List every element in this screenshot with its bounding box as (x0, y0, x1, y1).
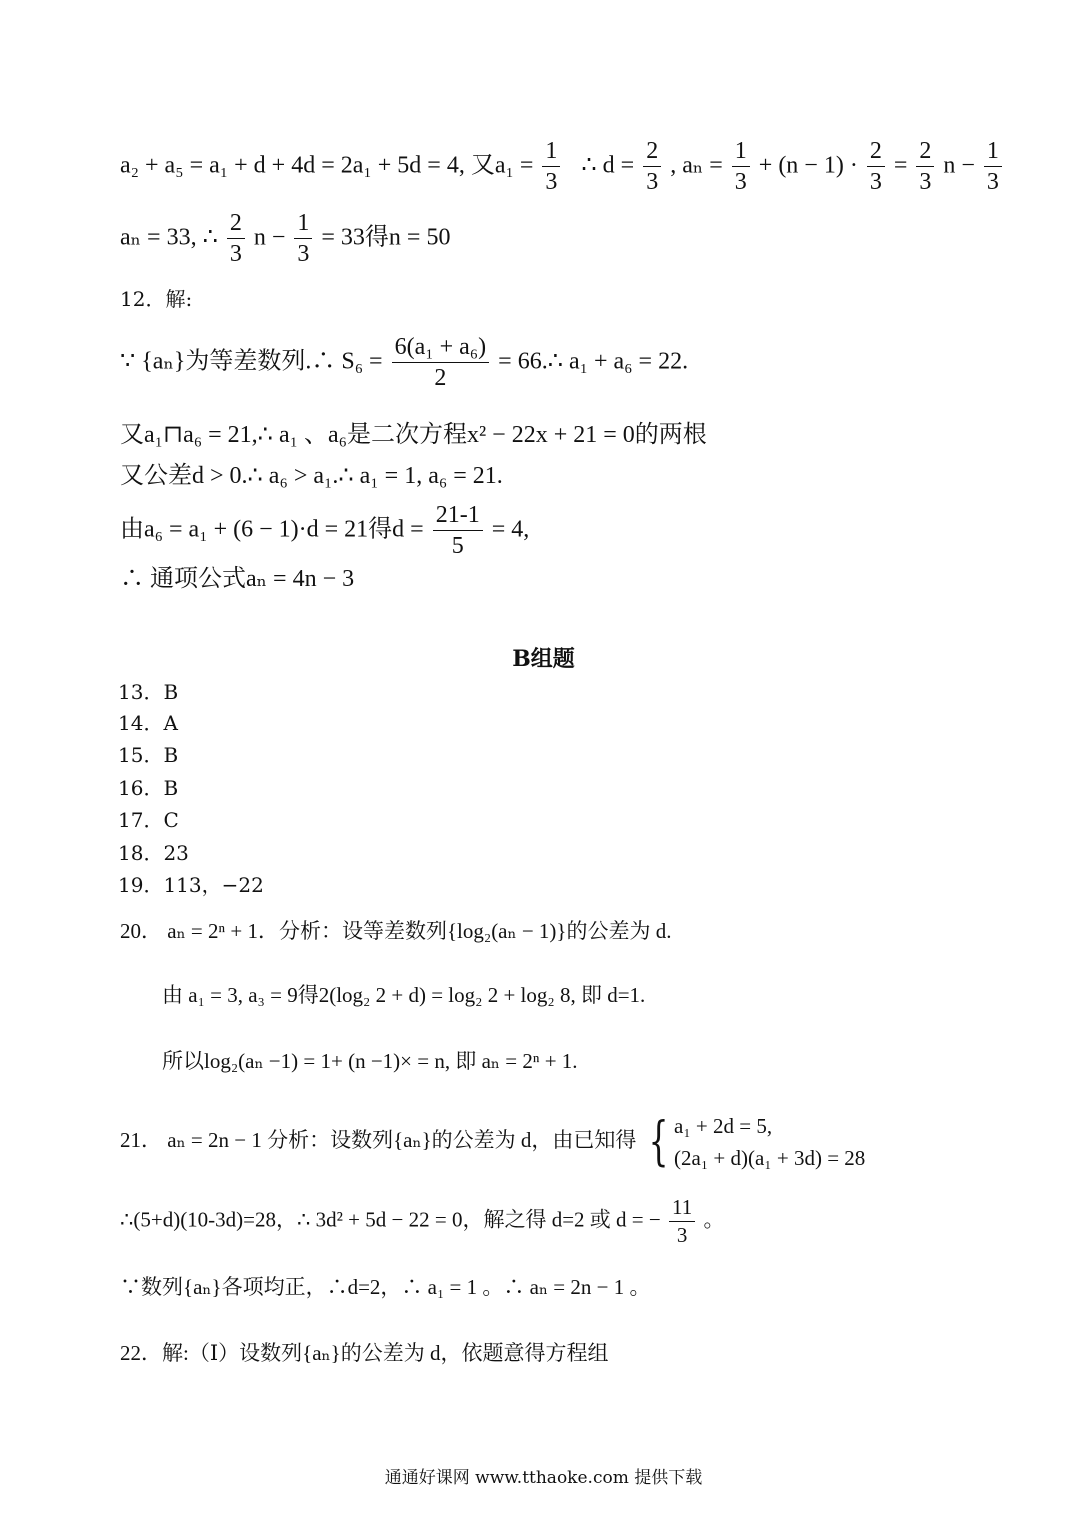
answer-number: 15． (118, 743, 164, 767)
eq-text: = (893, 152, 908, 179)
answer-value: B (163, 680, 179, 704)
eq-text: ∴ d = (581, 152, 635, 179)
denominator: 5 (451, 533, 464, 560)
numerator: 1 (984, 138, 1002, 167)
numerator: 6(a₁ + a₆) (392, 334, 490, 363)
footer-credit: 通通好课网 www.tthaoke.com 提供下载 (384, 1468, 703, 1488)
eq-text: 。 (703, 1207, 725, 1232)
eq-text: a₂ + a₅ = a₁ + d + 4d = 2a₁ + 5d = 4, 又a₁ = (120, 152, 534, 179)
numerator: 11 (669, 1196, 695, 1222)
fraction (294, 210, 312, 268)
answer-value: 23 (163, 841, 189, 865)
q21-line-3: ∵数列{aₙ}各项均正，∴d=2，∴ a₁ = 1 。∴ aₙ = 2n − 1 。 (120, 1275, 651, 1299)
denominator: 3 (986, 169, 999, 196)
numerator: 1 (294, 210, 312, 239)
q20-line-2: 由 a₁ = 3, a₃ = 9得2(log₂ 2 + d) = log₂ 2 + log₂ 8, 即 d=1. (162, 983, 646, 1007)
equation-system (674, 1110, 865, 1174)
denominator: 3 (545, 169, 558, 196)
question-12-label: 12．解: (120, 287, 193, 311)
fraction (227, 210, 245, 268)
answer-value: B (163, 743, 179, 767)
denominator: 3 (734, 169, 747, 196)
denominator: 2 (434, 365, 447, 392)
eq-text: aₙ = 33, ∴ (120, 224, 218, 251)
answer-item (118, 772, 178, 801)
fraction (916, 138, 934, 196)
system-equation-1: a₁ + 2d = 5, (674, 1114, 773, 1139)
equation-line-2 (120, 210, 450, 268)
denominator: 3 (869, 169, 882, 196)
q12-line-4 (120, 502, 529, 560)
denominator: 3 (919, 169, 932, 196)
numerator: 2 (916, 138, 934, 167)
answer-item (118, 707, 178, 736)
fraction (392, 334, 490, 392)
answer-item (118, 837, 189, 866)
answer-number: 17． (118, 808, 164, 832)
equation-line-1 (120, 138, 1005, 196)
answer-item (118, 804, 179, 833)
answer-number: 19． (118, 873, 164, 897)
eq-text: n − (253, 224, 286, 251)
eq-text: = 33得n = 50 (321, 224, 451, 251)
denominator: 3 (676, 1223, 688, 1248)
denominator: 3 (229, 241, 242, 268)
eq-text: = 66.∴ a₁ + a₆ = 22. (498, 348, 689, 375)
q20-line-3: 所以log₂(aₙ −1) = 1+ (n −1)× = n, 即 aₙ = 2ⁿ + 1. (162, 1049, 578, 1073)
answer-number: 18． (118, 841, 164, 865)
numerator: 1 (732, 138, 750, 167)
numerator: 21-1 (433, 502, 483, 531)
eq-text: + (n − 1) · (758, 152, 858, 179)
q22-line-1: 22．解:（Ⅰ）设数列{aₙ}的公差为 d，依题意得方程组 (120, 1341, 609, 1365)
system-equation-2: (2a₁ + d)(a₁ + 3d) = 28 (674, 1146, 866, 1171)
q21-line-2 (120, 1196, 724, 1247)
fraction (433, 502, 483, 560)
answer-item (118, 869, 264, 898)
q12-line-5: ∴ 通项公式aₙ = 4n − 3 (120, 566, 355, 592)
fraction (669, 1196, 695, 1247)
answer-value: A (163, 711, 178, 735)
q12-line-1 (120, 334, 688, 392)
denominator: 3 (297, 241, 310, 268)
eq-text: ∵ {aₙ}为等差数列.∴ S₆ = (120, 348, 383, 375)
fraction (542, 138, 560, 196)
section-title: B组题 (512, 646, 575, 672)
answer-value: C (163, 808, 179, 832)
numerator: 2 (643, 138, 661, 167)
eq-text: = 4, (491, 516, 530, 543)
answer-value: 113，−22 (163, 873, 264, 897)
q12-line-3: 又公差d > 0.∴ a₆ > a₁.∴ a₁ = 1, a₆ = 21. (120, 463, 503, 489)
q12-line-2: 又a₁⊓a₆ = 21,∴ a₁ 、a₆是二次方程x² − 22x + 21 = 0的两根 (120, 422, 707, 448)
answer-value: B (163, 776, 179, 800)
eq-text: n − (943, 152, 975, 179)
numerator: 2 (227, 210, 245, 239)
answer-number: 16． (118, 776, 164, 800)
q21-line-1 (120, 1108, 865, 1174)
denominator: 3 (646, 169, 659, 196)
answer-item (118, 739, 178, 768)
eq-text: ∴(5+d)(10-3d)=28，∴ 3d² + 5d − 22 = 0，解之得 d=2 或 d = − (120, 1207, 661, 1232)
answer-number: 13． (118, 680, 164, 704)
numerator: 2 (867, 138, 885, 167)
q20-line-1: 20． aₙ = 2ⁿ + 1．分析：设等差数列{log₂(aₙ − 1)}的公差为 d. (120, 919, 672, 943)
numerator: 1 (542, 138, 560, 167)
fraction (984, 138, 1002, 196)
eq-text: 由a₆ = a₁ + (6 − 1)·d = 21得d = (120, 516, 424, 543)
fraction (867, 138, 885, 196)
fraction (643, 138, 661, 196)
answer-number: 14． (118, 711, 164, 735)
fraction (732, 138, 750, 196)
eq-text: 21． aₙ = 2n − 1 分析：设数列{aₙ}的公差为 d，由已知得 (120, 1128, 637, 1152)
brace: { (648, 1112, 669, 1173)
eq-text: , aₙ = (670, 152, 723, 179)
answer-item (118, 676, 178, 705)
